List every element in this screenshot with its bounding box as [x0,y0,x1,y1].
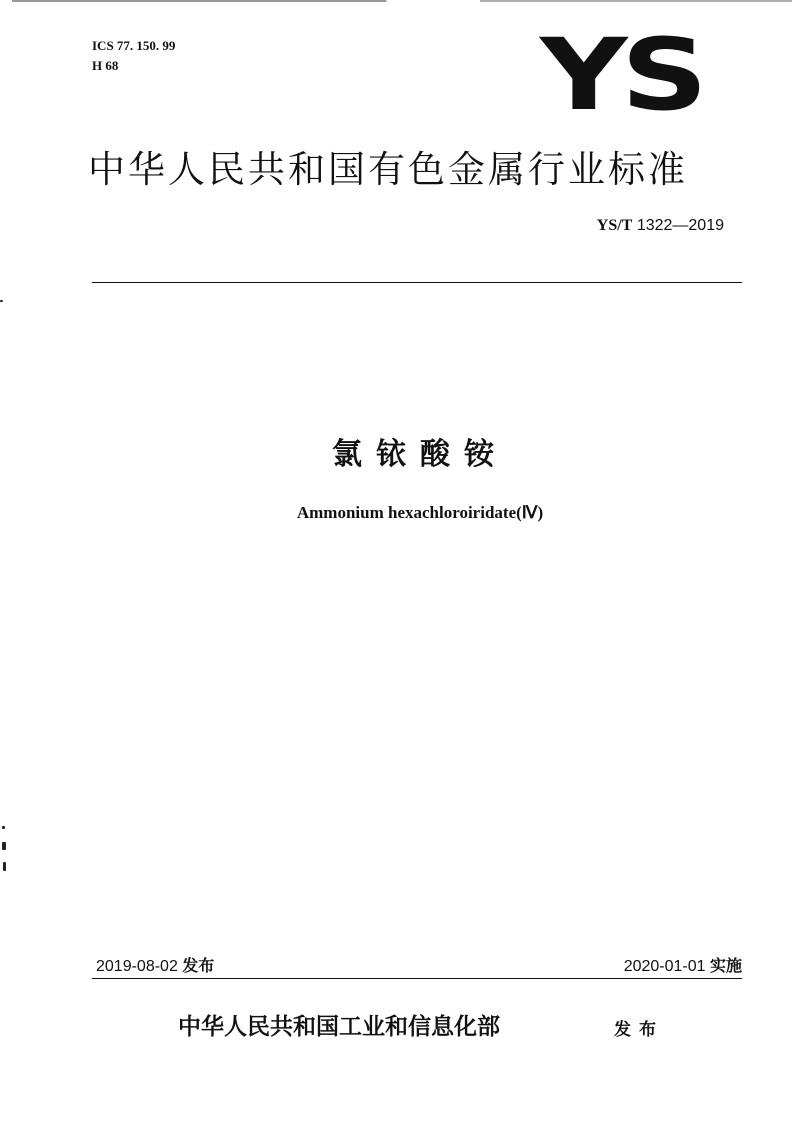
standard-number-prefix: YS/T [596,217,633,234]
issue-date-line [96,954,214,979]
implement-date: 2020-01-01 [623,958,706,975]
scan-artifact [2,826,5,829]
issue-date: 2019-08-02 [96,958,178,975]
issuing-authority-suffix: 发布 [614,1020,664,1040]
scan-edge-top [12,0,792,2]
classification-codes [92,36,175,76]
ys-logo: YS [540,17,702,133]
standard-number [597,214,724,238]
scan-artifact [2,842,6,850]
implement-label: 实施 [709,956,742,975]
footer-divider [92,978,742,979]
scan-artifact [0,300,3,302]
standard-number-value: 1322—2019 [636,217,724,234]
issuing-authority: 中华人民共和国工业和信息化部 [178,1013,500,1040]
header-divider [92,282,742,283]
issue-label: 发布 [182,956,215,975]
document-title-english: Ammonium hexachloroiridate(Ⅳ) [296,503,544,522]
ics-code: ICS 77. 150. 99 [92,38,176,53]
document-title-chinese: 氯铱酸铵 [332,437,508,472]
ccs-code: H 68 [92,58,119,73]
standard-category-title: 中华人民共和国有色金属行业标准 [88,148,688,191]
scan-artifact [3,862,6,871]
implement-date-line [624,954,742,979]
